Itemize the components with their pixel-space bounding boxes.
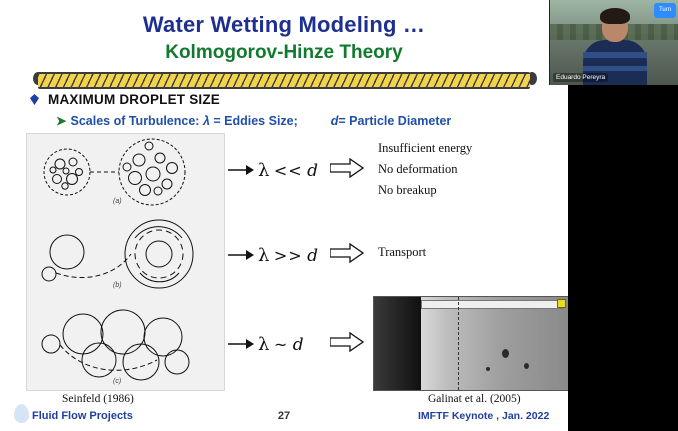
credit-right: Galinat et al. (2005) [428, 393, 521, 405]
outcome-row1-line1: Insufficient energy [378, 141, 473, 155]
sub-bullet-prefix: Scales of Turbulence: [70, 114, 200, 128]
sketch-label-b: (b) [113, 282, 122, 289]
lambda-symbol-row2: λ [258, 245, 270, 266]
webcam-participant-tile[interactable] [549, 0, 678, 85]
participant-name-label: Eduardo Pereyra [553, 73, 608, 82]
sketch-label-c: (c) [113, 378, 122, 385]
diamond-bullet-icon [30, 94, 39, 105]
turbulence-sketches-svg [27, 134, 224, 390]
photo-left-dark-region [374, 297, 421, 390]
lambda-symbol-row3: λ [258, 334, 270, 355]
d-symbol-row2: d [307, 246, 319, 266]
decorative-divider [38, 72, 530, 89]
relation-row-2 [258, 245, 318, 266]
chevron-right-icon: ➤ [56, 114, 67, 128]
d-symbol: d [330, 114, 339, 128]
d-symbol-row1: d [307, 161, 319, 181]
arrow-right-icon-row3 [228, 337, 254, 351]
page-subtitle: Kolmogorov-Hinze Theory [165, 42, 403, 63]
footer-event: IMFTF Keynote , Jan. 2022 [418, 410, 550, 422]
outcome-row1-line2: No deformation [378, 162, 458, 176]
d-symbol-row3: d [292, 335, 304, 355]
experiment-photo [373, 296, 568, 391]
webcam-shirt-stripe [583, 66, 647, 71]
bullet-maximum-droplet-size [30, 92, 220, 107]
page-title: Water Wetting Modeling … [142, 12, 426, 37]
lambda-symbol: λ [202, 114, 210, 128]
footer-page-number: 27 [277, 410, 291, 422]
bullet-scales-of-turbulence [56, 113, 451, 128]
relation-operator-row1: << [273, 161, 303, 180]
webcam-shirt-stripe [583, 52, 647, 58]
turbulence-sketch-panel [26, 133, 225, 391]
block-arrow-icon-row3 [330, 332, 364, 352]
outcome-row2-line1: Transport [378, 245, 427, 259]
photo-corner-marker [557, 299, 566, 308]
photo-top-strip [421, 300, 564, 309]
relation-operator-row2: >> [273, 246, 303, 265]
relation-operator-row3: ~ [273, 335, 289, 354]
eddies-size-label: = Eddies Size; [213, 114, 298, 128]
relation-row-3 [258, 334, 304, 355]
divider-hatch [38, 74, 530, 87]
photo-droplet-spot [502, 349, 509, 358]
photo-flow-region [421, 297, 568, 390]
black-background-filler [568, 85, 678, 431]
arrow-right-icon-row2 [228, 248, 254, 262]
video-control-badge[interactable]: Turn [654, 3, 676, 18]
footer-organization: Fluid Flow Projects [32, 410, 133, 422]
block-arrow-icon-row2 [330, 243, 364, 263]
lambda-symbol-row1: λ [258, 160, 270, 181]
webcam-person-hair [600, 8, 630, 24]
sketch-label-a: (a) [113, 198, 122, 205]
arrow-right-icon-row1 [228, 163, 254, 177]
bullet-main-label: MAXIMUM DROPLET SIZE [48, 92, 220, 107]
block-arrow-icon-row1 [330, 158, 364, 178]
photo-dashed-divider [458, 297, 459, 390]
credit-left: Seinfeld (1986) [62, 393, 134, 405]
photo-droplet-spot [524, 363, 529, 369]
photo-droplet-spot [486, 367, 490, 371]
outcome-row1-line3: No breakup [378, 183, 437, 197]
relation-row-1 [258, 160, 318, 181]
particle-diameter-label: = Particle Diameter [338, 114, 452, 128]
